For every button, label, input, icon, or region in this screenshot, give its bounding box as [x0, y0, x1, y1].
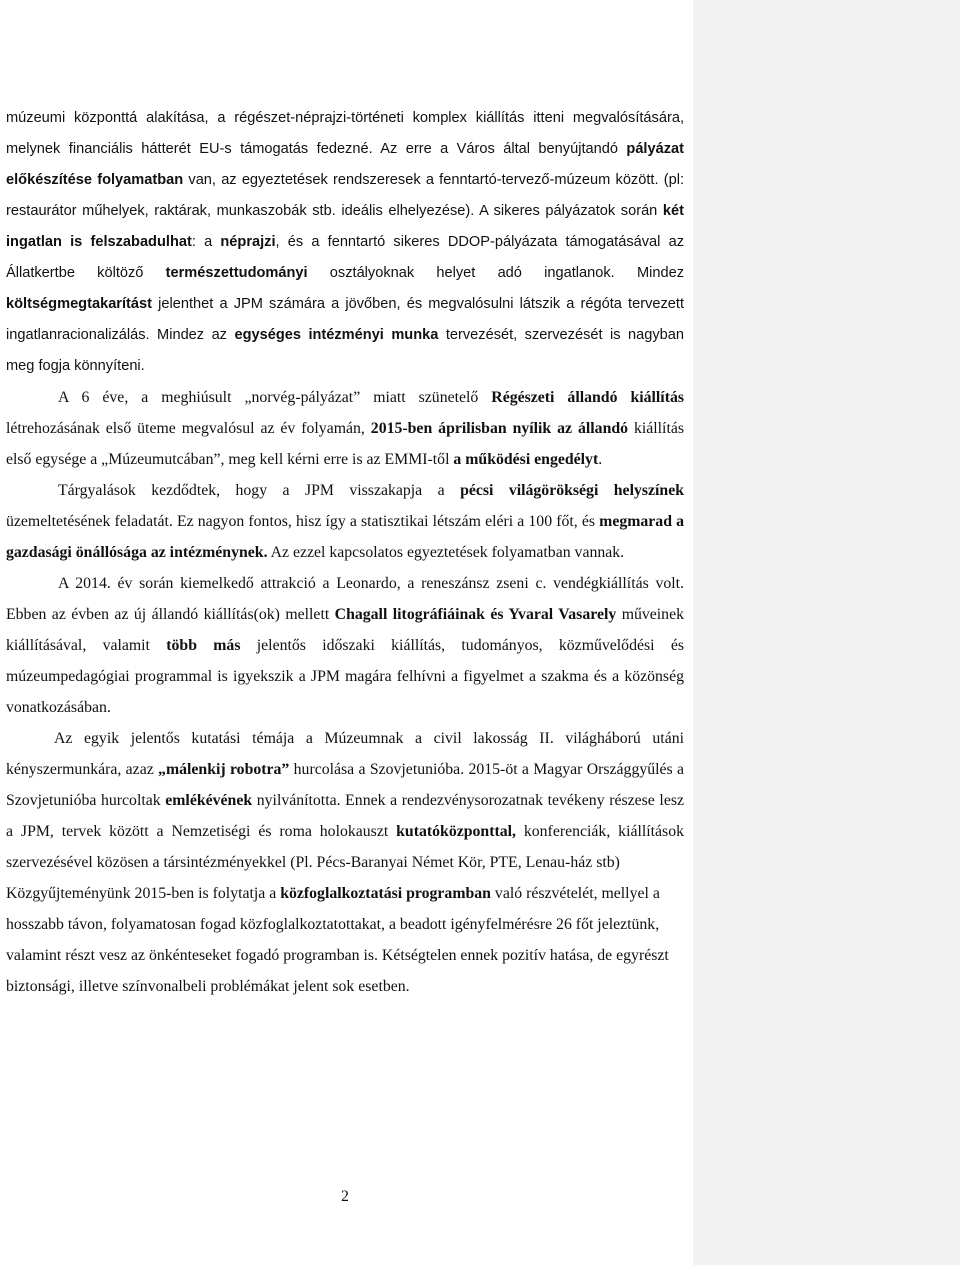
comment-margin-panel	[693, 0, 960, 1265]
paragraph-4: A 2014. év során kiemelkedő attrakció a Leonardo, a reneszánsz zseni c. vendégkiállítás volt. Ebben az évben az új állandó kiállítás(ok) mellett Chagall litográfiáinak és Yvaral Vasarely műveinek kiállításával, valamit több más jelentős időszaki kiállítás, tudományos, közművelődési és múzeumpedagógiai programmal is igyekszik a JPM magára felhívni a figyelmet a szakma és a közönség vonatkozásában.	[6, 575, 684, 716]
paragraph-5: Az egyik jelentős kutatási témája a Múzeumnak a civil lakosság II. világháború utáni kényszermunkára, azaz „málenkij robotra” hurcolása a Szovjetunióba. 2015-öt a Magyar Országgyűlés a Szovjetunióba hurcoltak emlékévének nyilvánította. Ennek a rendezvénysorozatnak tevékeny részese lesz a JPM, tervek között a Nemzetiségi és roma holokauszt kutatóközponttal, konferenciák, kiállítások szervezésével közösen a társintézményekkel (Pl. Pécs-Baranyai Német Kör, PTE, Lenau-ház stb)	[6, 730, 685, 871]
paragraph-6: Közgyűjteményünk 2015-ben is folytatja a közfoglalkoztatási programban való részvételét, mellyel a hosszabb távon, folyamatosan fogad közfoglalkoztatottakat, a beadott igényfelmérésre 26 főt jeleztünk, valamint részt vesz az önkénteseket fogadó programban is. Kétségtelen ennek pozitív hatása, de egyrészt biztonsági, illetve színvonalbeli problémákat jelent sok esetben.	[6, 885, 669, 995]
paragraph-2: A 6 éve, a meghiúsult „norvég-pályázat” miatt szünetelő Régészeti állandó kiállítás létrehozásának első üteme megvalósul az év folyamán, 2015-ben áprilisban nyílik az állandó kiállítás első egysége a „Múzeumutcában”, meg kell kérni erre is az EMMI-től a működési engedélyt.	[6, 389, 685, 468]
paragraph-1: múzeumi központtá alakítása, a régészet-néprajzi-történeti komplex kiállítás itteni megvalósítására, melynek financiális hátterét EU-s támogatás fedezné. Az erre a Város által benyújtandó pályázat előkészítése folyamatban van, az egyeztetések rendszeresek a fenntartó-tervező-múzeum között. (pl: restaurátor műhelyek, raktárak, munkaszobák stb. ideális elhelyezése). A sikeres pályázatok során két ingatlan is felszabadulhat: a néprajzi, és a fenntartó sikeres DDOP-pályázata támogatásával az Állatkertbe költöző természettudományi osztályoknak helyet adó ingatlanok. Mindez költségmegtakarítást jelenthet a JPM számára a jövőben, és megvalósulni látszik a régóta tervezett ingatlanracionalizálás. Mindez az egységes intézményi munka tervezését, szervezését is nagyban meg fogja könnyíteni.	[6, 110, 685, 374]
paragraph-3: Tárgyalások kezdődtek, hogy a JPM visszakapja a pécsi világörökségi helyszínek üzemeltetésének feladatát. Ez nagyon fontos, hisz így a statisztikai létszám eléri a 100 főt, és megmarad a gazdasági önállósága az intézménynek. Az ezzel kapcsolatos egyeztetések folyamatban vannak.	[6, 482, 685, 561]
document-body	[6, 103, 684, 1002]
page-number: 2	[341, 1188, 349, 1205]
